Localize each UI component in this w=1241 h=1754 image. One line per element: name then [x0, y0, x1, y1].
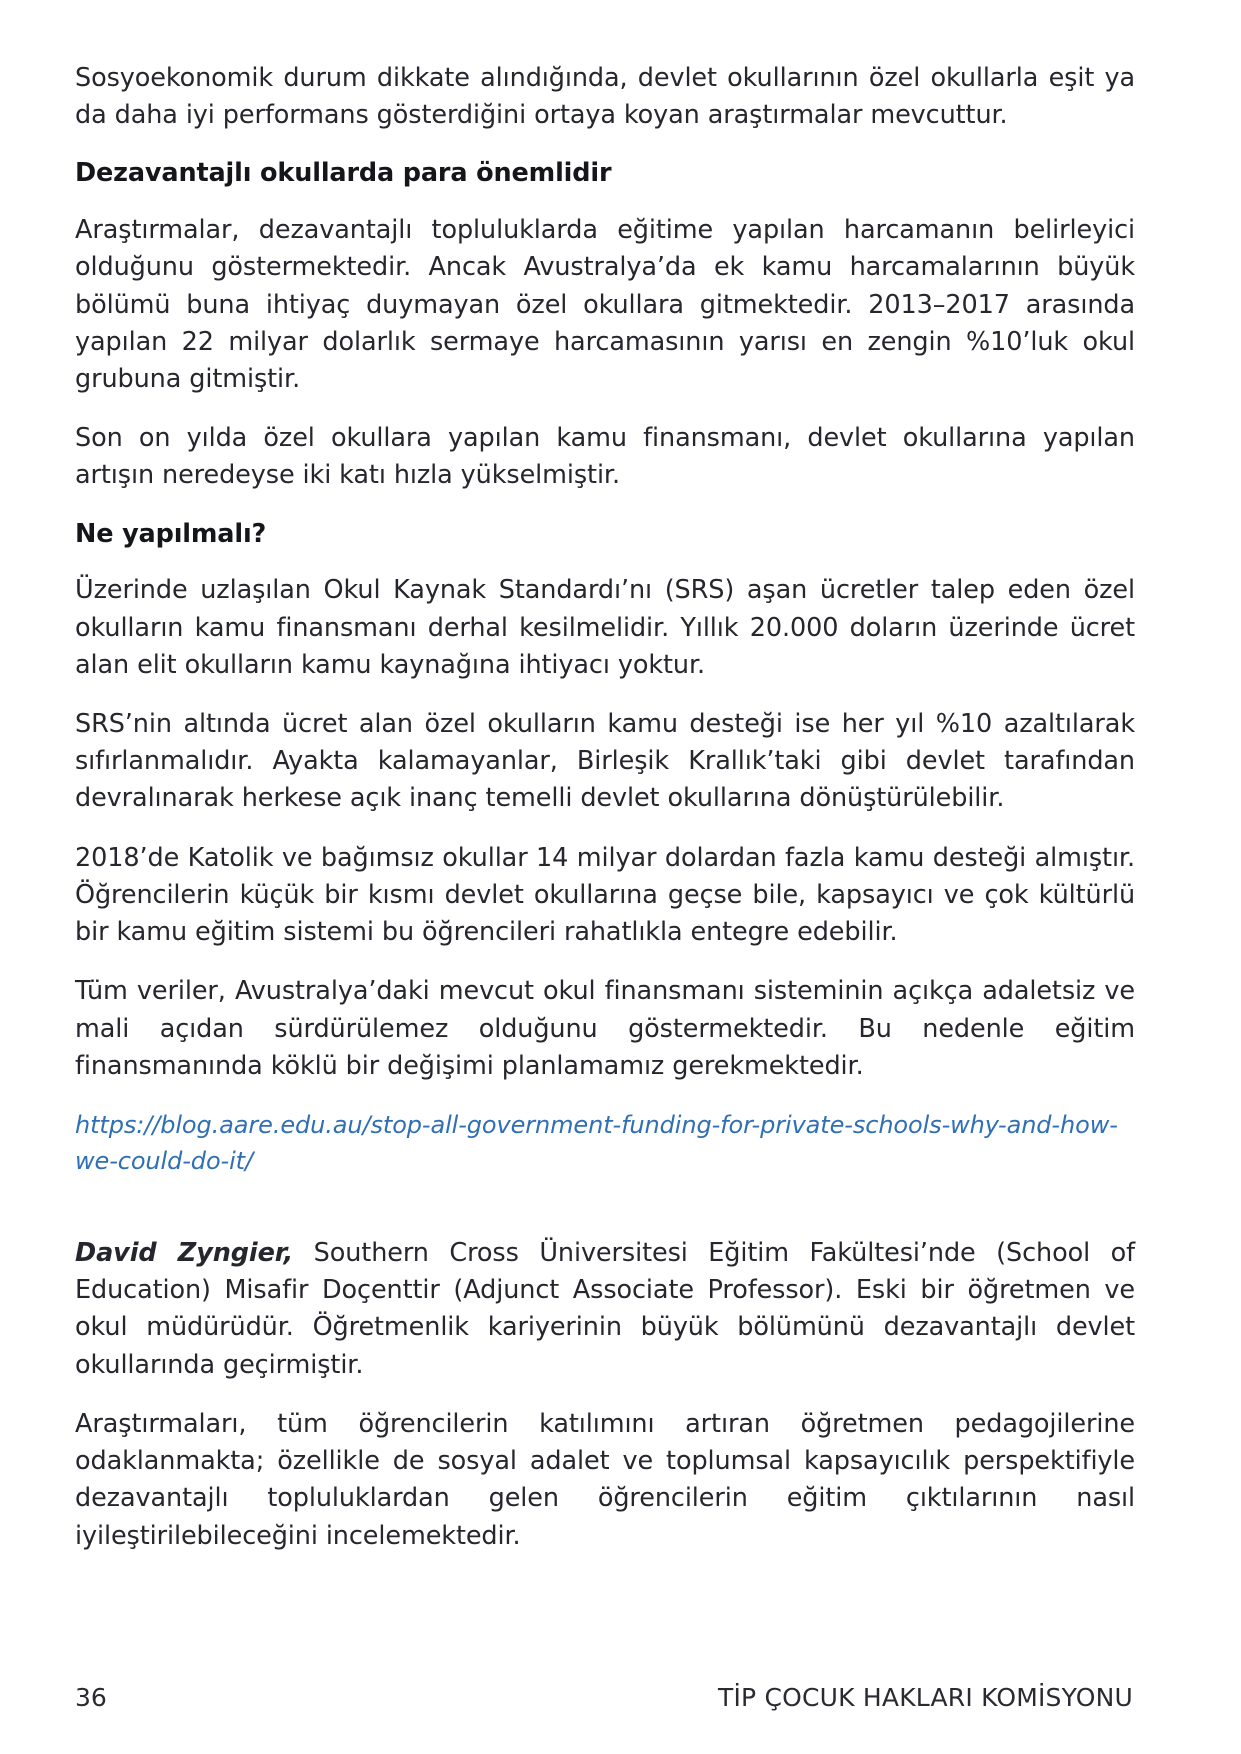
author-bio	[75, 1235, 1135, 1384]
spacer	[75, 1179, 1135, 1235]
page-footer	[75, 1683, 1133, 1712]
document-content	[75, 60, 1135, 1555]
paragraph-catholic-independent: 2018’de Katolik ve bağımsız okullar 14 milyar dolardan fazla kamu desteği almıştır. Öğrencilerin küçük bir kısmı devlet okullarına geçse bile, kapsayıcı ve çok kültürlü bir kamu eğitim sistemi bu öğrencileri rahatlıkla entegre edebilir.	[75, 842, 1135, 948]
footer-page-number: 36	[75, 1683, 107, 1712]
footer-title: TİP ÇOCUK HAKLARI KOMİSYONU	[718, 1683, 1133, 1712]
source-link[interactable]: https://blog.aare.edu.au/stop-all-government-funding-for-private-schools-why-and-how-we-could-do-it/	[75, 1110, 1118, 1175]
paragraph-intro: Sosyoekonomik durum dikkate alındığında, devlet okullarının özel okullarla eşit ya da daha iyi performans gösterdiğini ortaya koyan araştırmalar mevcuttur.	[75, 63, 1135, 131]
section-heading-what-to-do: Ne yapılmalı?	[75, 518, 267, 549]
paragraph-decade-funding: Son on yılda özel okullara yapılan kamu finansmanı, devlet okullarına yapılan artışın neredeyse iki katı hızla yükselmiştir.	[75, 423, 1135, 491]
paragraph-srs-below: SRS’nin altında ücret alan özel okulların kamu desteği ise her yıl %10 azaltılarak sıfırlanmalıdır. Ayakta kalamayanlar, Birleşik Krallık’taki gibi devlet tarafından devralınarak herkese açık inanç temelli devlet okullarına dönüştürülebilir.	[75, 709, 1135, 814]
author-research: Araştırmaları, tüm öğrencilerin katılımını artıran öğretmen pedagojilerine odaklanmakta; özellikle de sosyal adalet ve toplumsal kapsayıcılık perspektifiyle dezavantajlı topluluklardan gelen öğrencilerin eğitim çıktılarının nasıl iyileştirilebileceğini incelemektedir.	[75, 1408, 1135, 1551]
paragraph-conclusion: Tüm veriler, Avustralya’daki mevcut okul finansmanı sisteminin açıkça adaletsiz ve mali açıdan sürdürülemez olduğunu göstermektedir. Bu nedenle eğitim finansmanında köklü bir değişimi planlamamız gerekmektedir.	[75, 976, 1135, 1081]
author-name: David Zyngier,	[75, 1237, 294, 1268]
author-bio-text: Southern Cross Üniversitesi Eğitim Fakültesi’nde (School of Education) Misafir Doçenttir (Adjunct Associate Professor). Eski bir öğretmen ve okul müdürüdür. Öğretmenlik kariyerinin büyük bölümünü dezavantajlı devlet okullarında geçirmiştir.	[75, 1237, 1136, 1380]
paragraph-srs-fees: Üzerinde uzlaşılan Okul Kaynak Standardı’nı (SRS) aşan ücretler talep eden özel okulların kamu finansmanı derhal kesilmelidir. Yıllık 20.000 doların üzerinde ücret alan elit okulların kamu kaynağına ihtiyacı yoktur.	[75, 575, 1135, 680]
section-heading-money-matters: Dezavantajlı okullarda para önemlidir	[75, 158, 612, 189]
paragraph-research-spending: Araştırmalar, dezavantajlı topluluklarda eğitime yapılan harcamanın belirleyici olduğunu göstermektedir. Ancak Avustralya’da ek kamu harcamalarının büyük bölümü buna ihtiyaç duymayan özel okullara gitmektedir. 2013–2017 arasında yapılan 22 milyar dolarlık sermaye harcamasının yarısı en zengin %10’luk okul grubuna gitmiştir.	[75, 215, 1135, 394]
